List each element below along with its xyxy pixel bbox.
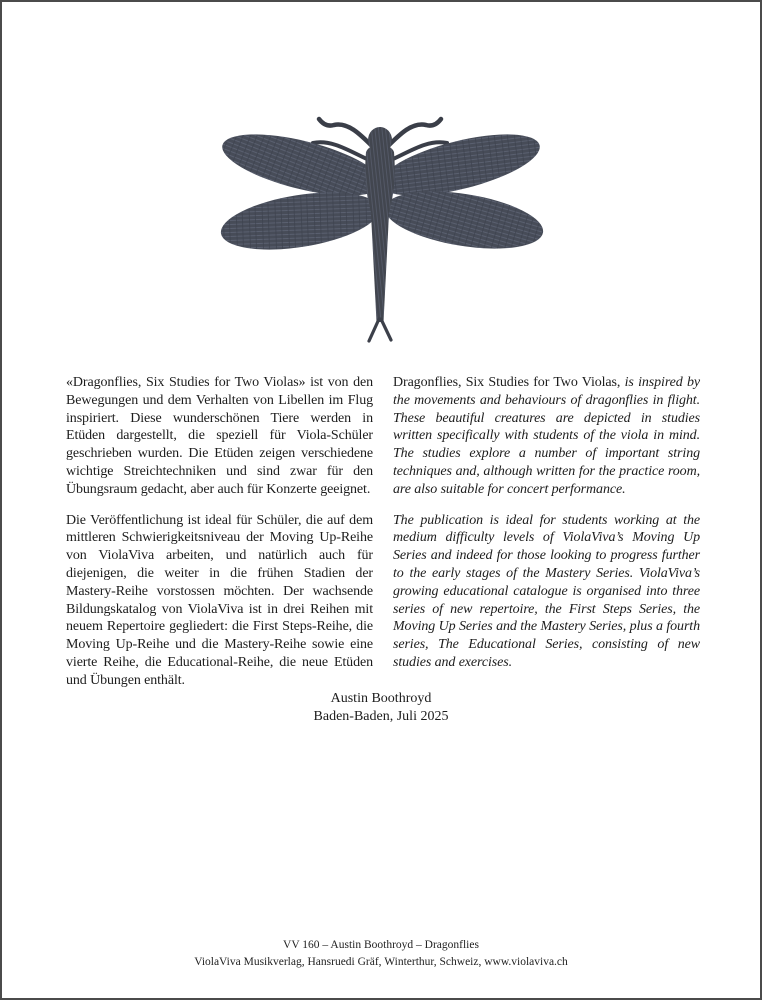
english-paragraph-1 [393,374,700,499]
catalogue-line: VV 160 – Austin Boothroyd – Dragonflies [283,939,479,951]
place-and-date: Baden-Baden, Juli 2025 [313,709,449,724]
signature-block [2,690,760,726]
dragonfly-tail-fork [369,319,391,341]
english-paragraph-1-body: is inspired by the movements and behaviours of dragonflies in flight. These beautiful creatures are depicted in studies written specifically with students of the viola in mind. The studies explore a number of important string techniques and, although written for the practice room, are also suitable for concert performance. [393,375,700,497]
english-paragraph-2: The publication is ideal for students working at the medium difficulty levels of ViolaViva’s Moving Up Series and indeed for those looking to progress further to the early stages of the Mastery Series. ViolaViva’s growing educational catalogue is organised into three series of new repertoire, the First Steps Series, the Moving Up Series and the Mastery Series, plus a fourth series, The Educational Series, consisting of new studies and exercises. [393,512,700,670]
dragonfly-illustration [220,114,544,348]
german-paragraph-2: Die Veröffentlichung ist ideal für Schüler, die auf dem mittleren Schwierigkeitsniveau der Moving Up-Reihe von ViolaViva arbeiten, und natürlich auch für diejenigen, die weiter in die frühen Stadien der Mastery-Reihe vorstossen möchten. Der wachsende Bildungskatalog von ViolaViva ist in drei Reihen mit neuem Repertoire gegliedert: die First Steps-Reihe, die Moving Up-Reihe und die Mastery-Reihe sowie eine vierte Reihe, die Educational-Reihe, die neue Etüden und Übungen enthält. [66,512,373,688]
publisher-line: ViolaViva Musikverlag, Hansruedi Gräf, Winterthur, Schweiz, www.violaviva.ch [194,955,568,968]
german-paragraph-1: «Dragonflies, Six Studies for Two Violas» ist von den Bewegungen und dem Verhalten von Libellen im Flug inspiriert. Diese wunderschönen Tiere werden in Etüden dargestellt, die speziell für Viola-Schüler geschrieben wurden. Die Etüden zeigen verschiedene wichtige Streichtechniken und sind zwar für den Übungsraum gedacht, aber auch für Konzerte geeignet. [66,375,373,497]
dragonfly-body [365,127,395,322]
english-title-lead: Dragonflies, Six Studies for Two Violas, [393,375,621,390]
german-column [66,374,373,703]
dragonfly-icon [220,114,544,348]
imprint-footer [2,937,760,970]
author-name: Austin Boothroyd [330,691,432,706]
english-column [393,374,700,703]
preface-text-columns [66,374,700,703]
